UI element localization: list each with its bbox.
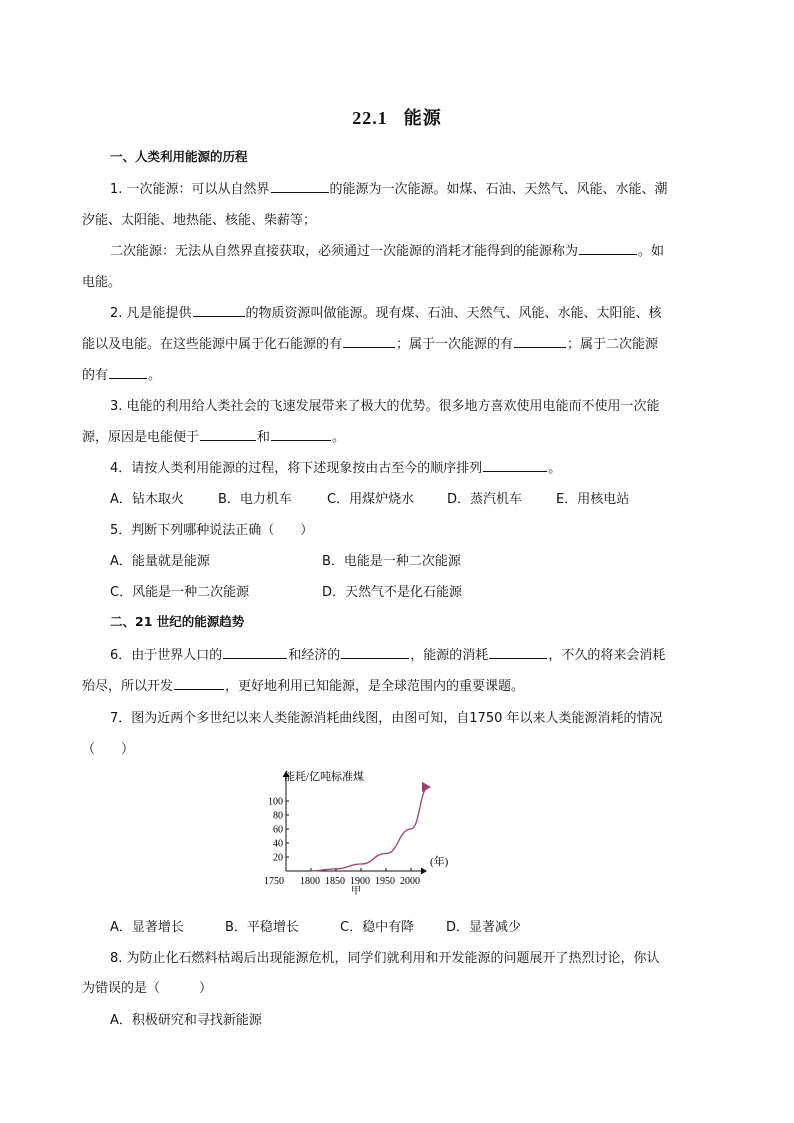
q7-option-c[interactable]: C．稳中有降 [340,920,415,935]
answer-blank[interactable] [193,303,245,317]
q1-line1: 1. 一次能源：可以从自然界 的能源为一次能源。如煤、石油、天然气、风能、水能、潮 [110,178,668,197]
answer-blank[interactable] [579,241,637,255]
answer-blank[interactable] [489,645,547,659]
q8-option-a[interactable]: A．积极研究和寻找新能源 [110,1013,262,1028]
y-tick-label: 60 [273,824,283,836]
chart-caption: 甲 [351,886,361,897]
q7-option-a[interactable]: A．显著增长 [110,920,184,935]
q2-line2: 能以及电能。在这些能源中属于化石能源的有 ；属于一次能源的有 ；属于二次能源 [82,333,658,352]
q4-option-e[interactable]: E．用核电站 [556,492,630,507]
q7-option-b[interactable]: B．平稳增长 [225,920,299,935]
answer-blank[interactable] [223,645,287,659]
answer-blank[interactable] [483,458,547,472]
q5-stem: 5．判断下列哪种说法正确（ ） [110,523,314,538]
q4-stem: 4．请按人类利用能源的过程，将下述现象按由古至今的顺序排列 。 [110,457,561,476]
answer-blank[interactable] [271,427,331,441]
x-tick-label: 1800 [300,876,320,887]
q7-line1: 7．图为近两个多世纪以来人类能源消耗曲线图，由图可知，自1750 年以来人类能源消耗的情况 [110,711,663,726]
answer-blank[interactable] [341,645,409,659]
y-tick-label: 20 [273,852,283,864]
answer-blank[interactable] [174,676,224,690]
answer-blank[interactable] [109,365,147,379]
q2-line3: 的有 。 [82,364,161,383]
x-axis-label: (年) [430,856,449,868]
q2-line1: 2. 凡是能提供 的物质资源叫做能源。现有煤、石油、天然气、风能、水能、太阳能、核 [110,302,662,321]
q1-line3: 二次能源：无法从自然界直接获取，必须通过一次能源的消耗才能得到的能源称为 。如 [110,240,664,259]
section-heading-2: 二、21 世纪的能源趋势 [110,614,245,629]
y-tick-label: 80 [273,810,283,822]
q7-option-d[interactable]: D．显著减少 [446,920,522,935]
energy-consumption-chart [258,766,458,898]
q6-line1: 6．由于世界人口的 和经济的 ，能源的消耗 ，不久的将来会消耗 [110,644,665,663]
x-tick-label: 2000 [400,876,420,887]
q5-option-a[interactable]: A．能量就是能源 [110,554,210,569]
x-tick-label: 1950 [375,876,395,887]
q4-option-b[interactable]: B．电力机车 [218,492,292,507]
q4-option-a[interactable]: A．钻木取火 [110,492,184,507]
q8-line1: 8. 为防止化石燃料枯竭后出现能源危机，同学们就利用和开发能源的问题展开了热烈讨论，你认 [110,951,660,966]
answer-blank[interactable] [343,334,395,348]
answer-blank[interactable] [514,334,566,348]
x-tick-label: 1850 [325,876,345,887]
y-tick-label: 100 [268,796,283,808]
q5-option-b[interactable]: B．电能是一种二次能源 [322,554,461,569]
section-heading-1: 一、人类利用能源的历程 [110,149,248,164]
y-axis-label: 能耗/亿吨标准煤 [284,771,365,783]
q8-line2: 为错误的是（ ） [82,981,213,996]
answer-blank[interactable] [271,179,329,193]
answer-blank[interactable] [200,427,256,441]
q4-option-d[interactable]: D．蒸汽机车 [447,492,523,507]
q3-line1: 3. 电能的利用给人类社会的飞速发展带来了极大的优势。很多地方喜欢使用电能而不使用一次能 [110,399,660,414]
x-tick-label: 1750 [264,876,284,887]
q6-line2: 殆尽，所以开发 ，更好地利用已知能源，是全球范围内的重要课题。 [82,675,524,694]
y-tick-label: 40 [273,838,283,850]
consumption-curve [311,787,429,871]
q7-line2: （ ） [82,742,135,757]
q4-option-c[interactable]: C．用煤炉烧水 [327,492,415,507]
x-tick-label: 1900 [350,876,370,887]
q1-line4: 电能。 [82,275,122,290]
q5-option-c[interactable]: C．风能是一种二次能源 [110,585,250,600]
q3-line2: 源，原因是电能便于 和 。 [82,426,345,445]
q1-line2: 汐能、太阳能、地热能、核能、柴薪等； [82,213,317,228]
q5-option-d[interactable]: D．天然气不是化石能源 [322,585,463,600]
page-title: 22.1 能源 [352,108,442,128]
